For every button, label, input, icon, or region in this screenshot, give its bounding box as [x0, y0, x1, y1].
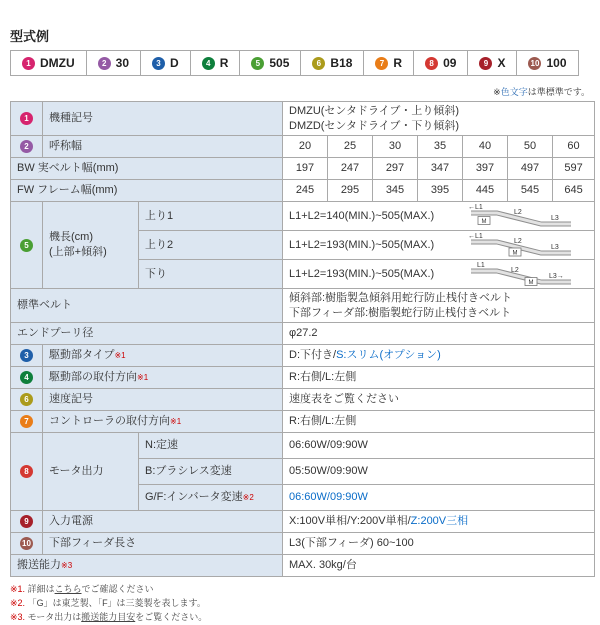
row-nominal-width [11, 136, 595, 158]
number-badge-4: 4 [202, 57, 215, 70]
capacity-guide-link[interactable]: 搬送能力目安 [81, 611, 136, 622]
row-label: FW フレーム幅(mm) [11, 180, 283, 202]
row-label: 標準ベルト [11, 289, 283, 323]
belt-width-value: 247 [328, 158, 373, 180]
footnote-mark: ※3 [61, 561, 73, 571]
row-label: 機長(cm) (上部+傾斜) [43, 202, 139, 289]
speed-code-value: 速度表をご覧ください [283, 389, 595, 411]
width-value: 35 [418, 136, 463, 158]
svg-text:M: M [481, 219, 487, 225]
footnote-3: ※3. モータ出力は搬送能力目安をご覧ください。 [10, 611, 208, 622]
model-code-label: R [219, 56, 229, 70]
row-feeder-length [11, 533, 595, 555]
model-code-label: 09 [443, 56, 457, 70]
row-drive-type [11, 345, 595, 367]
spec-table [10, 101, 595, 577]
frame-width-value: 245 [283, 180, 328, 202]
sub-label-up2: 上り2 [139, 231, 283, 260]
belt-width-value: 347 [418, 158, 463, 180]
number-badge-7: 7 [20, 415, 33, 428]
row-label: 機種記号 [43, 102, 283, 136]
sub-label-inverter: G/F:インバータ変速※2 [139, 485, 283, 511]
model-code-segment-5 [239, 50, 301, 76]
row-frame-width [11, 180, 595, 202]
row-label: 呼称幅 [43, 136, 283, 158]
belt-width-value: 597 [553, 158, 595, 180]
row-length-up1 [11, 202, 595, 231]
width-value: 25 [328, 136, 373, 158]
row-controller-direction [11, 411, 595, 433]
row-label: BW 実ベルト幅(mm) [11, 158, 283, 180]
model-code-strip [10, 50, 592, 76]
number-badge-5: 5 [251, 57, 264, 70]
footnote-mark: ※1 [170, 417, 182, 427]
model-code-label: R [393, 56, 403, 70]
row-label: 駆動部の取付方向※1 [43, 367, 283, 389]
drive-direction-value: R:右側/L:左側 [283, 367, 595, 389]
number-badge-9: 9 [479, 57, 492, 70]
number-badge-4: 4 [20, 371, 33, 384]
length-up2-value: L1+L2=193(MIN.)~505(MAX.) ←L1 L2 L3 M [283, 231, 595, 260]
end-pulley-value: φ27.2 [283, 323, 595, 345]
length-down-value: L1+L2=193(MIN.)~505(MAX.) L1 L2 L3→ M [283, 260, 595, 289]
row-label: 搬送能力※3 [11, 555, 283, 577]
svg-text:L3: L3 [551, 244, 559, 251]
model-value: DMZU(センタドライブ・上り傾斜) DMZD(センタドライブ・下り傾斜) [283, 102, 595, 136]
model-code-label: D [170, 56, 179, 70]
width-value: 60 [553, 136, 595, 158]
frame-width-value: 445 [463, 180, 508, 202]
number-badge-3: 3 [152, 57, 165, 70]
conveyor-diagram-down [467, 261, 575, 287]
row-label: 入力電源 [43, 511, 283, 533]
row-motor-constant [11, 433, 595, 459]
footnote-mark: ※1 [137, 373, 149, 383]
number-badge-7: 7 [375, 57, 388, 70]
row-capacity [11, 555, 595, 577]
frame-width-value: 395 [418, 180, 463, 202]
svg-text:L1: L1 [477, 262, 485, 269]
conveyor-diagram-up2 [467, 232, 575, 258]
number-badge-6: 6 [312, 57, 325, 70]
number-badge-9: 9 [20, 515, 33, 528]
svg-text:L3: L3 [551, 215, 559, 222]
number-badge-3: 3 [20, 349, 33, 362]
row-label: コントローラの取付方向※1 [43, 411, 283, 433]
motor-brushless-value: 05:50W/09:90W [283, 459, 595, 485]
number-badge-10: 10 [20, 537, 33, 550]
controller-direction-value: R:右側/L:左側 [283, 411, 595, 433]
svg-text:L2: L2 [514, 209, 522, 216]
model-code-segment-6 [300, 50, 364, 76]
footnote-1: ※1. 詳細はこちらでご確認ください [10, 584, 154, 594]
number-badge-2: 2 [20, 140, 33, 153]
row-label: モータ出力 [43, 433, 139, 511]
row-belt-width [11, 158, 595, 180]
number-badge-6: 6 [20, 393, 33, 406]
footnotes [10, 583, 592, 625]
row-drive-direction [11, 367, 595, 389]
page-title: 型式例 [10, 29, 50, 44]
model-code-segment-4 [190, 50, 241, 76]
motor-inverter-value: 06:60W/09:90W [283, 485, 595, 511]
width-value: 40 [463, 136, 508, 158]
row-label: 速度記号 [43, 389, 283, 411]
belt-width-value: 197 [283, 158, 328, 180]
svg-text:L3→: L3→ [549, 273, 564, 280]
motor-constant-value: 06:60W/09:90W [283, 433, 595, 459]
model-code-label: 100 [546, 56, 567, 70]
frame-width-value: 295 [328, 180, 373, 202]
model-code-segment-1 [10, 50, 87, 76]
svg-text:M: M [528, 280, 534, 286]
model-code-segment-8 [413, 50, 468, 76]
model-code-segment-7 [363, 50, 414, 76]
number-badge-8: 8 [425, 57, 438, 70]
row-label: 駆動部タイプ※1 [43, 345, 283, 367]
model-code-label: 30 [115, 56, 130, 70]
footnote-mark: ※2 [242, 493, 254, 503]
conveyor-diagram-up1 [467, 203, 575, 229]
number-badge-8: 8 [20, 465, 33, 478]
standard-belt-value: 傾斜部:樹脂製急傾斜用蛇行防止桟付きベルト 下部フィーダ部:樹脂製蛇行防止桟付きベルト [283, 289, 595, 323]
svg-text:L2: L2 [514, 238, 522, 245]
model-code-label: DMZU [40, 56, 75, 70]
sub-label-brushless: B:ブラシレス変速 [139, 459, 283, 485]
width-value: 30 [373, 136, 418, 158]
number-badge-1: 1 [22, 57, 35, 70]
model-code-segment-2 [86, 50, 141, 76]
input-power-value: X:100V単相/Y:200V単相/Z:200V三相 [283, 511, 595, 533]
width-value: 20 [283, 136, 328, 158]
width-value: 50 [508, 136, 553, 158]
number-badge-10: 10 [528, 57, 541, 70]
row-speed-code [11, 389, 595, 411]
color-legend-note: ※色文字は準標準です。 [493, 87, 590, 97]
footnote-2: ※2. 「G」は東芝製、「F」は三菱製を表します。 [10, 597, 206, 608]
row-label: エンドプーリ径 [11, 323, 283, 345]
model-code-segment-10 [516, 50, 578, 76]
number-badge-1: 1 [20, 112, 33, 125]
svg-text:L2: L2 [511, 267, 519, 274]
drive-type-value: D:下付き/S:スリム(オプション) [283, 345, 595, 367]
length-up1-value: L1+L2=140(MIN.)~505(MAX.) ←L1 L2 L3 M [283, 202, 595, 231]
feeder-length-value: L3(下部フィーダ) 60~100 [283, 533, 595, 555]
row-label: 下部フィーダ長さ [43, 533, 283, 555]
model-code-label: 505 [269, 56, 290, 70]
frame-width-value: 345 [373, 180, 418, 202]
model-code-label: X [497, 56, 506, 70]
model-code-label: B18 [330, 56, 353, 70]
sub-label-constant-speed: N:定速 [139, 433, 283, 459]
svg-text:←L1: ←L1 [468, 233, 483, 240]
frame-width-value: 645 [553, 180, 595, 202]
model-code-segment-3 [140, 50, 191, 76]
footnote-mark: ※1 [114, 351, 126, 361]
row-model [11, 102, 595, 136]
number-badge-2: 2 [98, 57, 111, 70]
capacity-value: MAX. 30kg/台 [283, 555, 595, 577]
sub-label-up1: 上り1 [139, 202, 283, 231]
row-input-power [11, 511, 595, 533]
row-standard-belt [11, 289, 595, 323]
row-end-pulley [11, 323, 595, 345]
belt-width-value: 397 [463, 158, 508, 180]
model-code-segment-9 [467, 50, 517, 76]
belt-width-value: 297 [373, 158, 418, 180]
frame-width-value: 545 [508, 180, 553, 202]
details-link[interactable]: こちら [54, 584, 82, 594]
belt-width-value: 497 [508, 158, 553, 180]
sub-label-down: 下り [139, 260, 283, 289]
svg-text:M: M [512, 250, 518, 257]
svg-text:←L1: ←L1 [468, 204, 483, 211]
number-badge-5: 5 [20, 239, 33, 252]
